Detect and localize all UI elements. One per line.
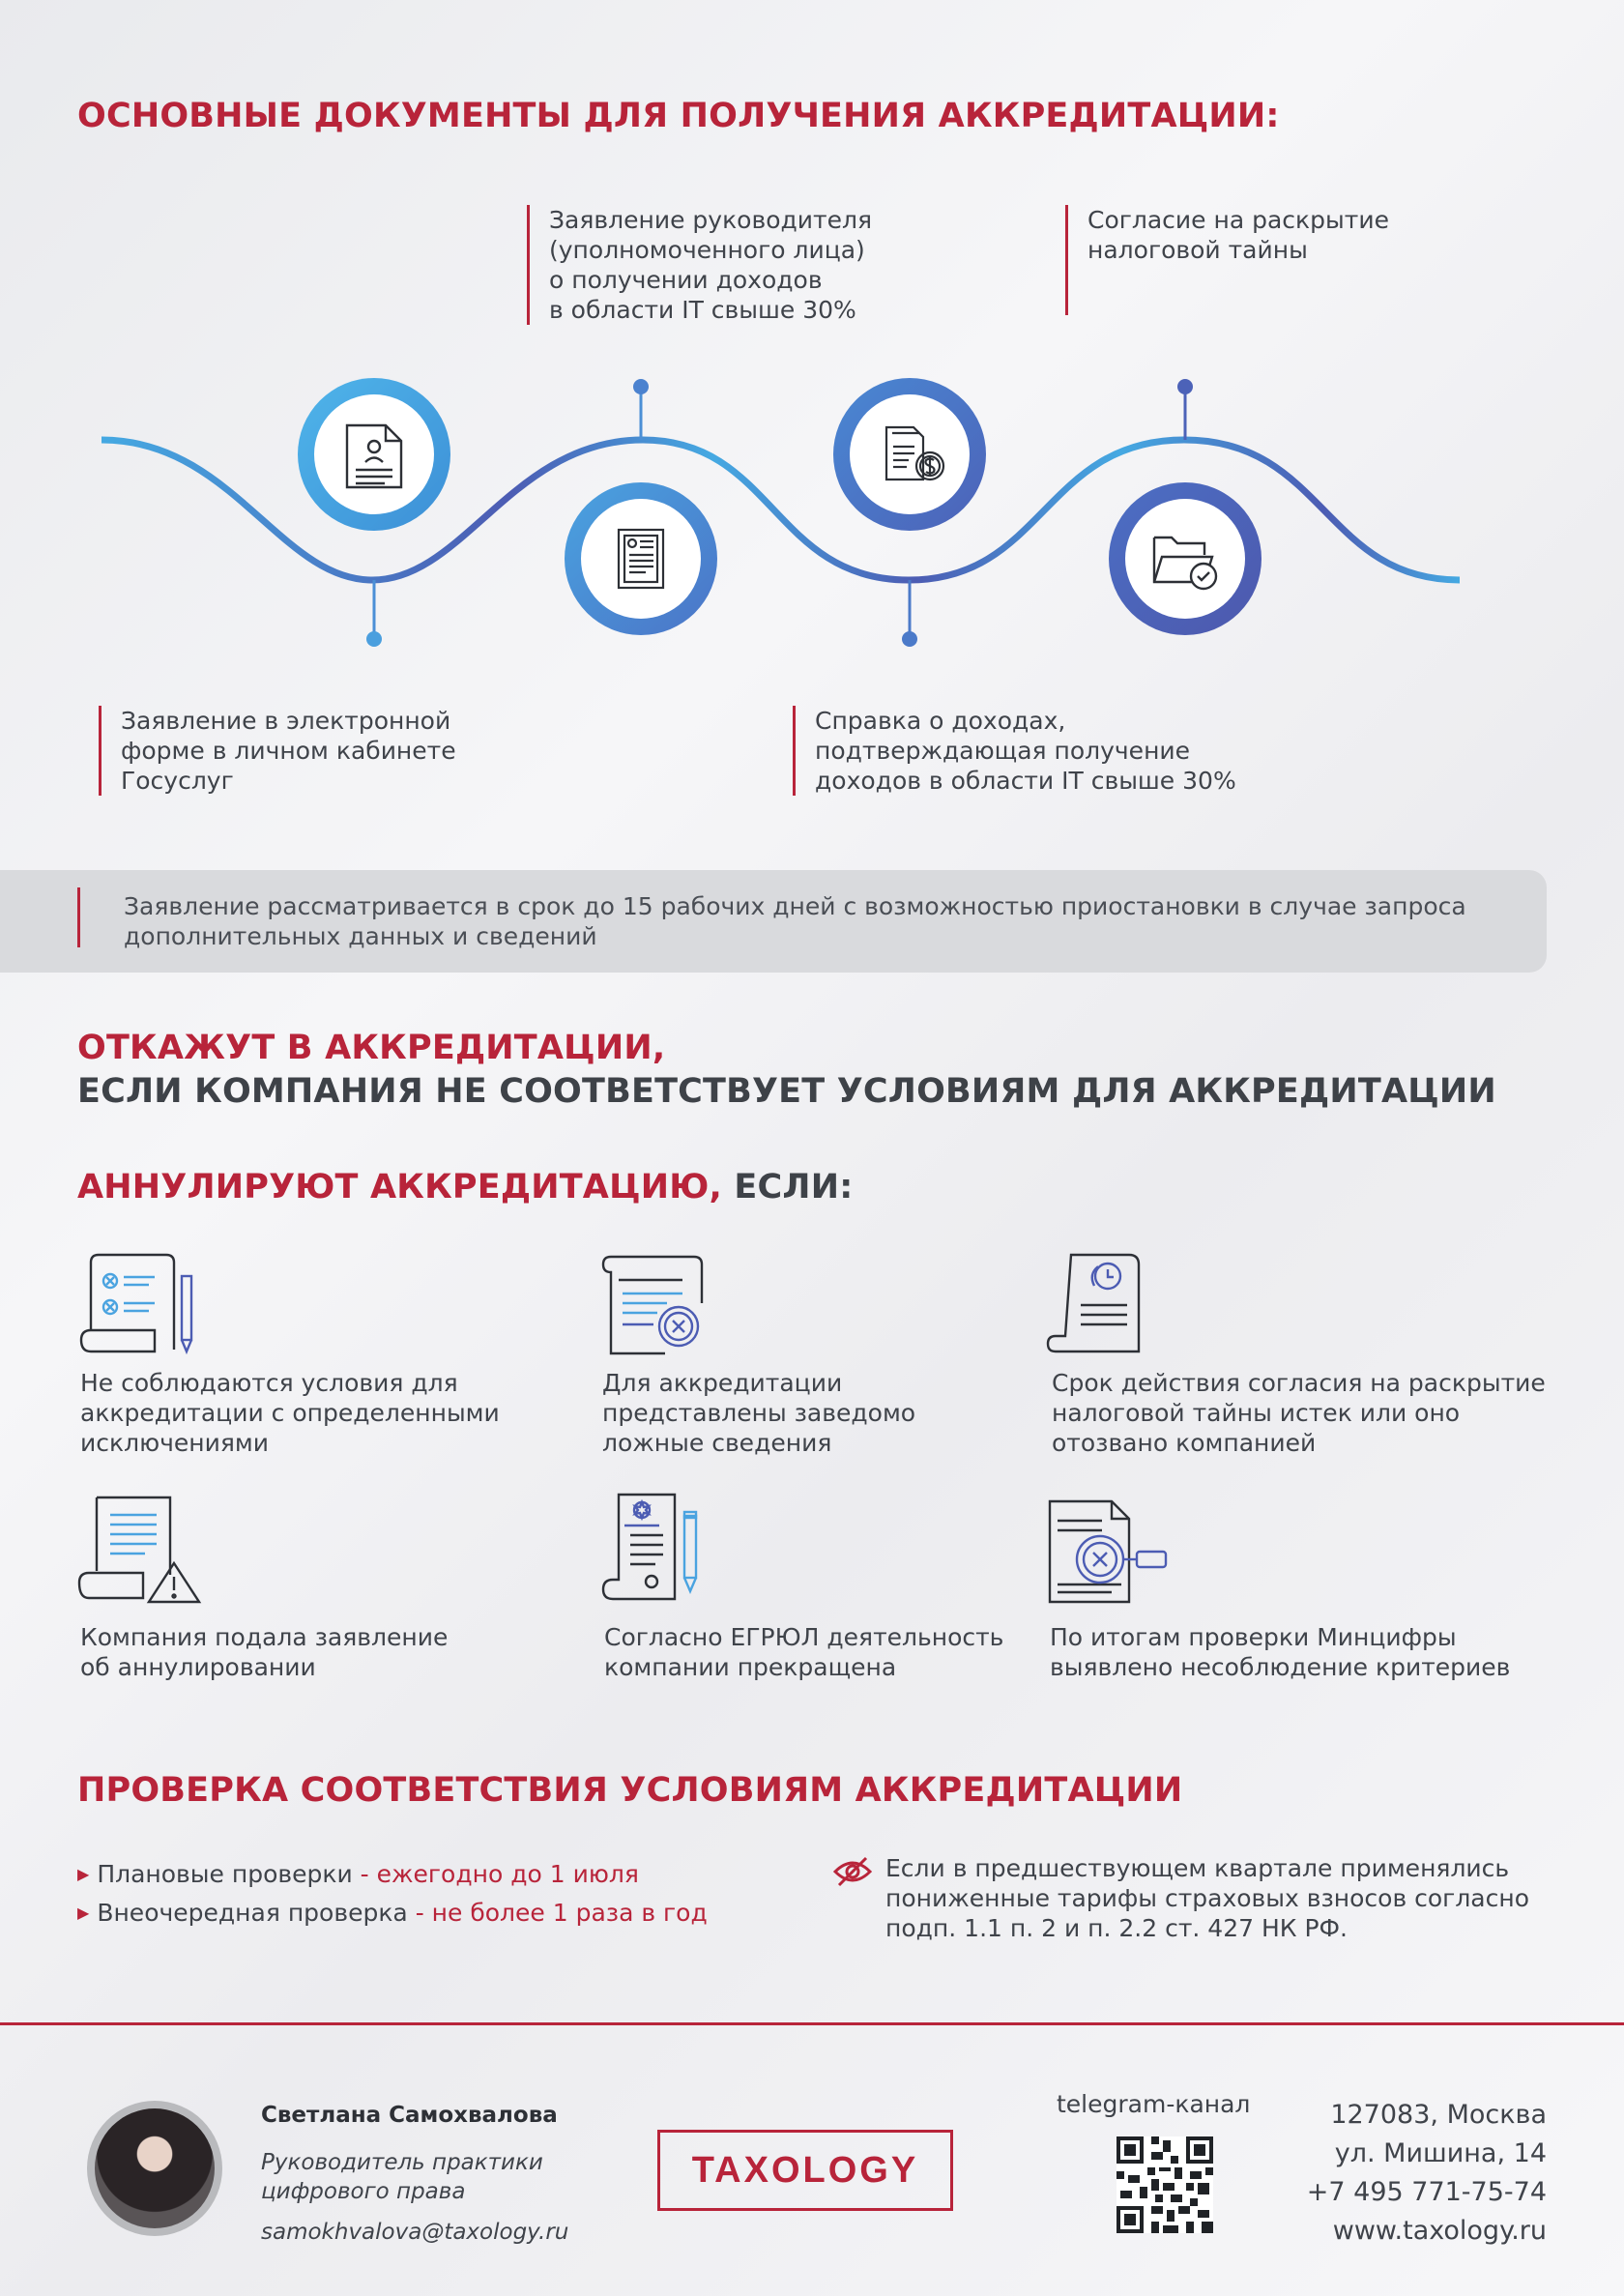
documents-timeline — [0, 358, 1624, 667]
company-address — [1307, 2096, 1547, 2251]
check-exception-text: Если в предшествующем квартале применялись пониженные тарифы страховых взносов согласно подп. 1.1 п. 2 и п. 2.2 ст. 427 НК РФ. — [885, 1854, 1530, 1942]
step-text-3: Справка о доходах, подтверждающая получение доходов в области IT свыше 30% — [793, 706, 1236, 796]
review-note-accent — [77, 887, 80, 947]
document-warning-icon — [77, 1494, 203, 1610]
certificate-pen-icon — [599, 1489, 706, 1610]
scroll-clock-icon — [1044, 1247, 1150, 1358]
annul-heading — [77, 1168, 853, 1206]
document-magnifier-cross-icon — [1044, 1492, 1174, 1608]
contact-role: Руководитель практики цифрового права — [261, 2150, 543, 2204]
contact-name: Светлана Самохвалова — [261, 2103, 558, 2128]
scroll-cross-icon — [599, 1247, 710, 1358]
check-item-2: ▶ Внеочередная проверка - не более 1 раза в год — [77, 1899, 708, 1927]
website-link[interactable]: www.taxology.ru — [1332, 2216, 1547, 2246]
annul-item-5: Согласно ЕГРЮЛ деятельность компании прекращена — [604, 1623, 1004, 1681]
annul-heading-dark: ЕСЛИ: — [722, 1168, 854, 1206]
triangle-bullet-icon: ▶ — [77, 1865, 90, 1883]
annul-item-2: Для аккредитации представлены заведомо ложные сведения — [602, 1369, 916, 1457]
annul-item-6: По итогам проверки Минцифры выявлено несоблюдение критериев — [1050, 1623, 1511, 1681]
eye-crossed-icon — [833, 1856, 872, 1887]
section-title-documents: ОСНОВНЫЕ ДОКУМЕНТЫ ДЛЯ ПОЛУЧЕНИЯ АККРЕДИТАЦИИ: — [77, 97, 1280, 135]
check-heading: ПРОВЕРКА СООТВЕТСТВИЯ УСЛОВИЯМ АККРЕДИТАЦИИ — [77, 1771, 1183, 1810]
footer-divider — [0, 2022, 1624, 2025]
triangle-bullet-icon: ▶ — [77, 1904, 90, 1922]
step-text-2: Заявление руководителя (уполномоченного лица) о получении доходов в области IT свыше 30% — [527, 205, 872, 325]
step-text-4: Согласие на раскрытие налоговой тайны — [1065, 205, 1389, 315]
address-line: 127083, Москва — [1330, 2100, 1547, 2130]
refusal-heading-red: ОТКАЖУТ В АККРЕДИТАЦИИ, — [77, 1029, 666, 1067]
checklist-scroll-icon — [77, 1247, 198, 1358]
avatar — [95, 2108, 215, 2228]
phone-link[interactable]: +7 495 771-75-74 — [1306, 2177, 1547, 2207]
address-line: ул. Мишина, 14 — [1334, 2138, 1547, 2168]
qr-code-icon[interactable] — [1116, 2136, 1213, 2233]
annul-item-4: Компания подала заявление об аннулировании — [80, 1623, 449, 1681]
check-item-1: ▶ Плановые проверки - ежегодно до 1 июля — [77, 1860, 639, 1888]
contact-email[interactable]: samokhvalova@taxology.ru — [261, 2220, 569, 2245]
annul-item-3: Срок действия согласия на раскрытие налоговой тайны истек или оно отозвано компанией — [1052, 1369, 1546, 1457]
annul-item-1: Не соблюдаются условия для аккредитации с определенными исключениями — [80, 1369, 500, 1457]
refusal-heading-dark: ЕСЛИ КОМПАНИЯ НЕ СООТВЕТСТВУЕТ УСЛОВИЯМ ДЛЯ АККРЕДИТАЦИИ — [77, 1072, 1496, 1111]
review-note-text: Заявление рассматривается в срок до 15 рабочих дней с возможностью приостановки в случае запроса дополнительных данных и сведений — [124, 892, 1466, 950]
refusal-heading — [77, 1027, 1496, 1114]
step-text-1: Заявление в электронной форме в личном кабинете Госуслуг — [99, 706, 456, 796]
telegram-label[interactable]: telegram-канал — [1057, 2090, 1251, 2118]
taxology-logo: TAXOLOGY — [657, 2130, 953, 2211]
annul-heading-red: АННУЛИРУЮТ АККРЕДИТАЦИЮ, — [77, 1168, 723, 1206]
